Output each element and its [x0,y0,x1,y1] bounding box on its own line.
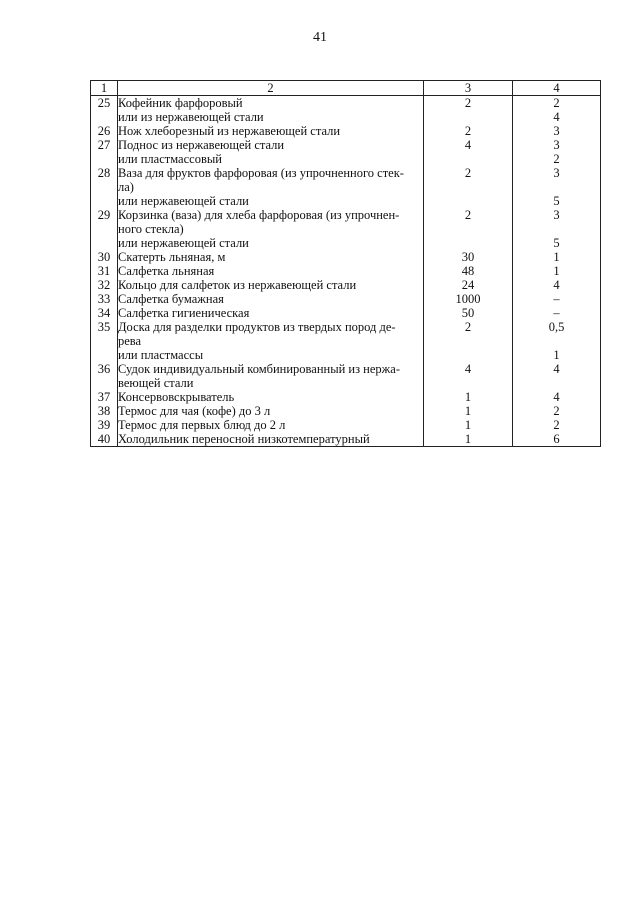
quantity-cell: 30 [424,250,513,264]
quantity-cell [424,348,513,362]
item-name-cell: Салфетка льняная [118,264,424,278]
service-life-cell: 4 [513,390,601,404]
service-life-cell [513,180,601,194]
table-row [91,222,601,236]
quantity-cell: 50 [424,306,513,320]
table-row [91,362,601,376]
item-name-cell: ла) [118,180,424,194]
item-name-cell: Судок индивидуальный комбинированный из нержа- [118,362,424,376]
column-header-4: 4 [513,81,601,96]
table-row [91,292,601,306]
item-name-cell: Скатерть льняная, м [118,250,424,264]
quantity-cell: 2 [424,208,513,222]
item-name-cell: или пластмассовый [118,152,424,166]
item-name-cell: рева [118,334,424,348]
quantity-cell: 1 [424,390,513,404]
row-number-cell: 26 [91,124,118,138]
table-header-row [91,81,601,96]
service-life-cell [513,376,601,390]
table-row [91,432,601,447]
row-number-cell: 28 [91,166,118,180]
item-name-cell: Консервовскрыватель [118,390,424,404]
row-number-cell [91,236,118,250]
service-life-cell: 3 [513,124,601,138]
item-name-cell: Нож хлеборезный из нержавеющей стали [118,124,424,138]
quantity-cell [424,334,513,348]
service-life-cell: 1 [513,264,601,278]
quantity-cell: 1000 [424,292,513,306]
service-life-cell: 3 [513,208,601,222]
table-row [91,306,601,320]
table-row [91,376,601,390]
service-life-cell [513,222,601,236]
item-name-cell: Ваза для фруктов фарфоровая (из упрочненного стек- [118,166,424,180]
item-name-cell: Доска для разделки продуктов из твердых пород де- [118,320,424,334]
table-row [91,208,601,222]
row-number-cell: 40 [91,432,118,447]
item-name-cell: или пластмассы [118,348,424,362]
row-number-cell: 25 [91,96,118,111]
row-number-cell: 34 [91,306,118,320]
table-row [91,278,601,292]
table-body [91,96,601,447]
table-row [91,390,601,404]
service-life-cell: 1 [513,250,601,264]
service-life-cell: 0,5 [513,320,601,334]
item-name-cell: Кольцо для салфеток из нержавеющей стали [118,278,424,292]
row-number-cell [91,348,118,362]
row-number-cell [91,376,118,390]
row-number-cell: 37 [91,390,118,404]
table-row [91,180,601,194]
row-number-cell: 31 [91,264,118,278]
row-number-cell [91,110,118,124]
service-life-cell: 5 [513,236,601,250]
service-life-cell: – [513,292,601,306]
table-row [91,334,601,348]
service-life-cell: 2 [513,152,601,166]
quantity-cell: 1 [424,404,513,418]
item-name-cell: Холодильник переносной низкотемпературный [118,432,424,447]
table-row [91,418,601,432]
quantity-cell: 2 [424,166,513,180]
item-name-cell: Кофейник фарфоровый [118,96,424,111]
item-name-cell: Термос для чая (кофе) до 3 л [118,404,424,418]
quantity-cell: 2 [424,124,513,138]
quantity-cell [424,194,513,208]
row-number-cell: 27 [91,138,118,152]
service-life-cell [513,334,601,348]
quantity-cell: 2 [424,96,513,111]
service-life-cell: 3 [513,166,601,180]
table-row [91,348,601,362]
item-name-cell: Салфетка гигиеническая [118,306,424,320]
row-number-cell [91,222,118,236]
service-life-cell: 6 [513,432,601,447]
table-row [91,124,601,138]
service-life-cell: 2 [513,96,601,111]
column-header-1: 1 [91,81,118,96]
service-life-cell: 2 [513,418,601,432]
item-name-cell: Термос для первых блюд до 2 л [118,418,424,432]
row-number-cell [91,334,118,348]
table-row [91,194,601,208]
item-name-cell: Салфетка бумажная [118,292,424,306]
item-name-cell: или нержавеющей стали [118,236,424,250]
table-row [91,166,601,180]
row-number-cell [91,180,118,194]
table-row [91,152,601,166]
quantity-cell [424,152,513,166]
quantity-cell [424,236,513,250]
table-row [91,236,601,250]
item-name-cell: ного стекла) [118,222,424,236]
service-life-cell: 4 [513,362,601,376]
quantity-cell: 1 [424,432,513,447]
table-row [91,96,601,111]
service-life-cell: 3 [513,138,601,152]
quantity-cell: 4 [424,138,513,152]
row-number-cell: 33 [91,292,118,306]
column-header-2: 2 [118,81,424,96]
row-number-cell [91,152,118,166]
item-name-cell: или из нержавеющей стали [118,110,424,124]
table-row [91,320,601,334]
table-row [91,404,601,418]
row-number-cell: 39 [91,418,118,432]
quantity-cell [424,180,513,194]
row-number-cell: 32 [91,278,118,292]
item-name-cell: или нержавеющей стали [118,194,424,208]
row-number-cell: 35 [91,320,118,334]
quantity-cell: 2 [424,320,513,334]
service-life-cell: 1 [513,348,601,362]
service-life-cell: 2 [513,404,601,418]
service-life-cell: 4 [513,278,601,292]
row-number-cell: 38 [91,404,118,418]
table-row [91,250,601,264]
quantity-cell: 1 [424,418,513,432]
quantity-cell [424,376,513,390]
row-number-cell [91,194,118,208]
page-number: 41 [313,30,327,45]
quantity-cell: 24 [424,278,513,292]
quantity-cell: 4 [424,362,513,376]
row-number-cell: 29 [91,208,118,222]
item-name-cell: Поднос из нержавеющей стали [118,138,424,152]
table-row [91,138,601,152]
quantity-cell [424,110,513,124]
quantity-cell: 48 [424,264,513,278]
row-number-cell: 30 [91,250,118,264]
item-name-cell: веющей стали [118,376,424,390]
row-number-cell: 36 [91,362,118,376]
item-name-cell: Корзинка (ваза) для хлеба фарфоровая (из упрочнен- [118,208,424,222]
column-header-3: 3 [424,81,513,96]
service-life-cell: 5 [513,194,601,208]
quantity-cell [424,222,513,236]
table-row [91,110,601,124]
equipment-table [90,80,601,447]
table-row [91,264,601,278]
service-life-cell: 4 [513,110,601,124]
service-life-cell: – [513,306,601,320]
